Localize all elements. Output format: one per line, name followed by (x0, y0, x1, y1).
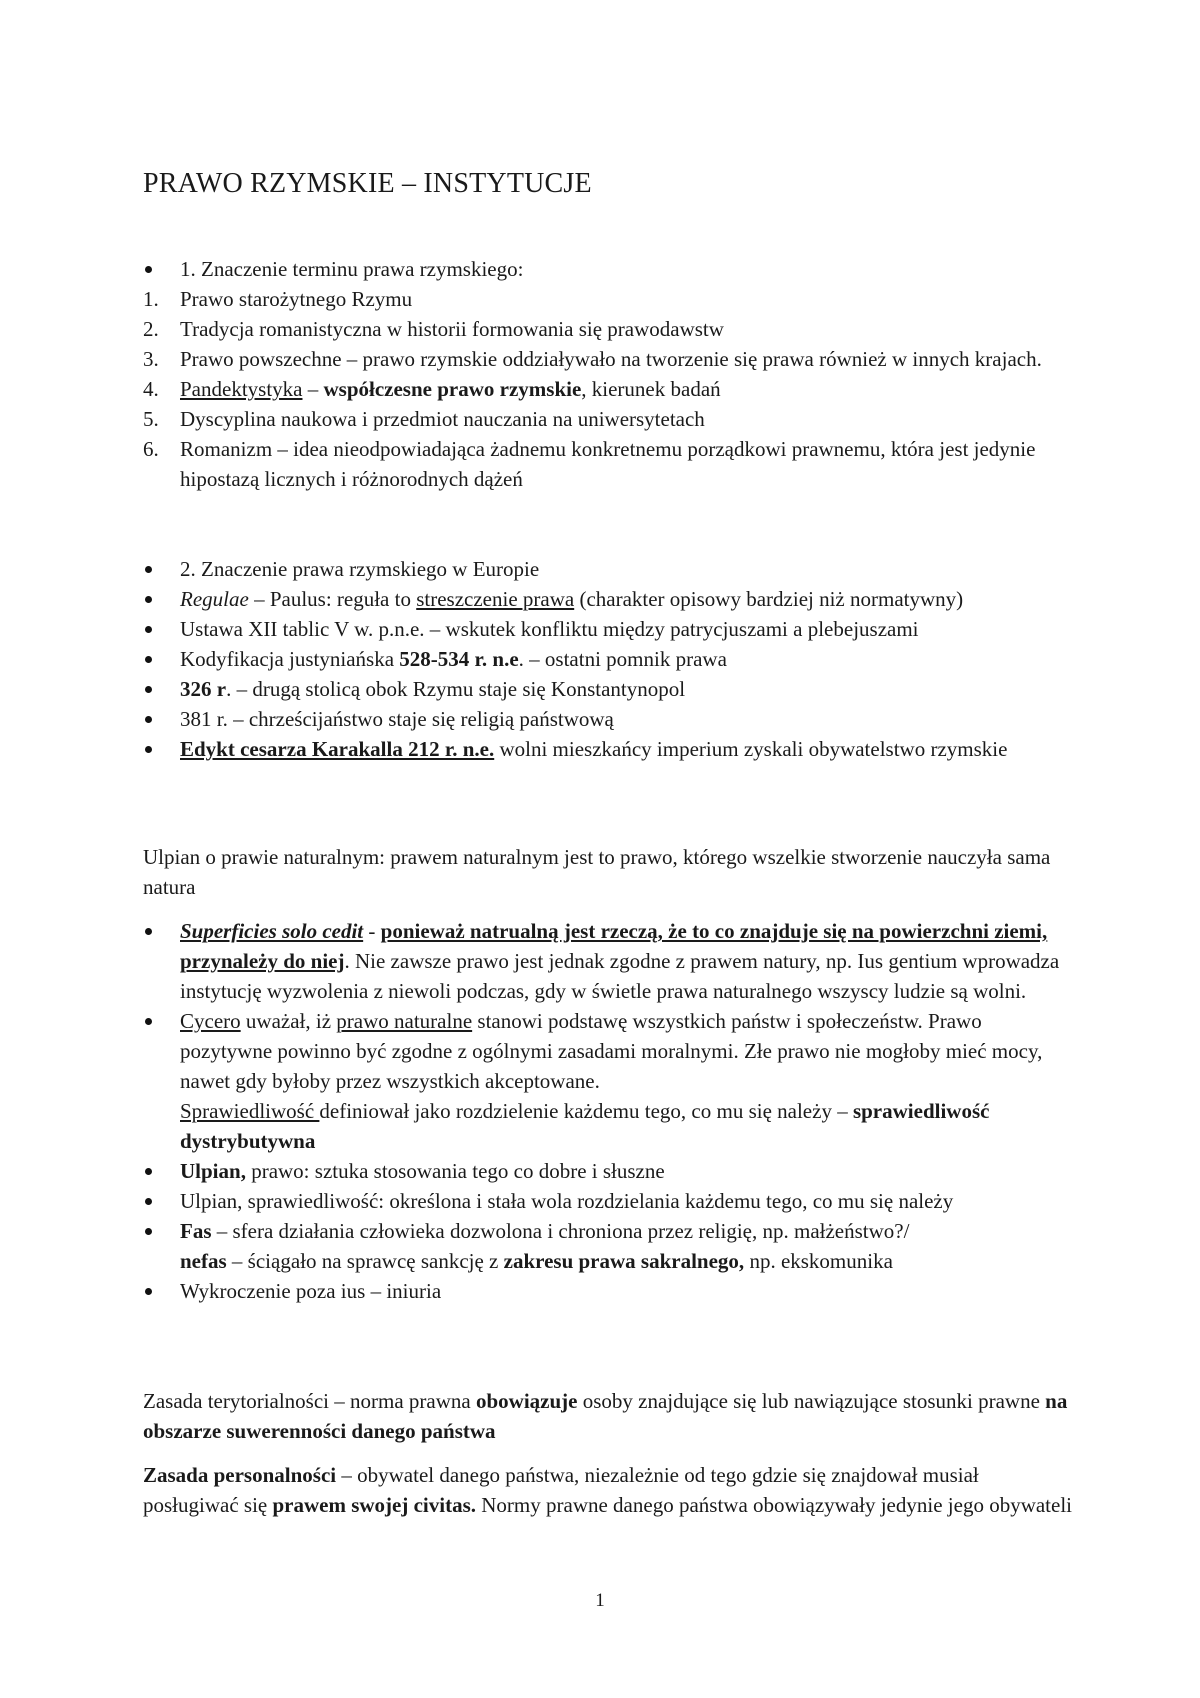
bold-text: obowiązuje (475, 1389, 578, 1413)
text-fragment: stanowi podstawę wszystkich państw i społeczeństw. Prawo pozytywne powinno być zgodne z ogólnymi zasadami moralnymi. Złe prawo nie mogłoby mieć mocy, nawet gdy byłoby przez wszystkich akceptowane. (180, 1009, 1043, 1093)
list-text (180, 584, 1078, 614)
text-fragment: definiował jako rozdzielenie każdemu tego, co mu się należy – (319, 1099, 853, 1123)
underlined-text: streszczenie prawa (416, 587, 575, 611)
text-fragment: wolni mieszkańcy imperium zyskali obywatelstwo rzymskie (494, 737, 1008, 761)
list-item (143, 1276, 1078, 1306)
list-text (180, 734, 1078, 764)
text-fragment: – Paulus: reguła to (248, 587, 417, 611)
bold-text: na obszarze suwerenności danego państwa (143, 1389, 1068, 1443)
list-item (143, 644, 1078, 674)
text-fragment: , kierunek badań (581, 377, 721, 401)
bold-underlined-text: Edykt cesarza Karakalla 212 r. n.e. (180, 737, 495, 761)
text-fragment: np. ekskomunika (744, 1249, 893, 1273)
list-item (143, 1186, 1078, 1216)
bold-text: nefas (180, 1249, 227, 1273)
bold-text: 528-534 r. n.e (399, 647, 519, 671)
list-text: Romanizm – idea nieodpowiadająca żadnemu konkretnemu porządkowi prawnemu, która jest jedynie hipostazą licznych i różnorodnych dążeń (180, 437, 1036, 491)
list-item (143, 614, 1078, 644)
list-item (143, 916, 1078, 1006)
list-text: Dyscyplina naukowa i przedmiot nauczania na uniwersytetach (180, 407, 705, 431)
bold-text: Ulpian, (180, 1159, 246, 1183)
page-title: PRAWO RZYMSKIE – INSTYTUCJE (143, 168, 592, 199)
list-text (180, 674, 1078, 704)
list-text (180, 1006, 1078, 1156)
section-3 (143, 916, 1078, 1306)
list-item (143, 284, 1078, 314)
text-fragment: Zasada terytorialności – norma prawna (143, 1389, 476, 1413)
list-text: Ustawa XII tablic V w. p.n.e. – wskutek konfliktu między patrycjuszami a plebejuszami (180, 617, 919, 641)
list-number: 3. (143, 347, 159, 371)
text-fragment: prawo: sztuka stosowania tego co dobre i słuszne (245, 1159, 665, 1183)
list-number: 1. (143, 287, 159, 311)
list-text: Tradycja romanistyczna w historii formowania się prawodawstw (180, 317, 724, 341)
bullet-icon (143, 1276, 180, 1306)
list-number: 5. (143, 407, 159, 431)
bullet-icon (143, 644, 180, 674)
text-fragment: (charakter opisowy bardziej niż normatywny) (574, 587, 964, 611)
section-heading: 2. Znaczenie prawa rzymskiego w Europie (180, 557, 540, 581)
bullet-icon (143, 584, 180, 614)
list-number: 4. (143, 377, 159, 401)
italic-text: Regulae (180, 587, 249, 611)
list-text (180, 644, 1078, 674)
underlined-text: Cycero (180, 1009, 241, 1033)
bullet-icon (143, 1156, 180, 1186)
list-text (180, 1156, 1078, 1186)
bullet-icon (143, 704, 180, 734)
list-item (143, 1216, 1078, 1276)
text-fragment: – (302, 377, 324, 401)
list-item (143, 434, 1078, 494)
list-number: 6. (143, 437, 159, 461)
text-fragment: – sfera działania człowieka dozwolona i chroniona przez religię, np. małżeństwo?/ (211, 1219, 910, 1243)
list-text: Ulpian, sprawiedliwość: określona i stała wola rozdzielania każdemu tego, co mu się należy (180, 1189, 954, 1213)
list-item (143, 254, 1078, 284)
section-heading: 1. Znaczenie terminu prawa rzymskiego: (180, 257, 524, 281)
text-fragment: . Nie zawsze prawo jest jednak zgodne z prawem natury, np. Ius gentium wprowadza instytucję wyzwolenia z niewoli podczas, gdy w świetle prawa naturalnego wszyscy ludzie są wolni. (180, 949, 1060, 1003)
bold-text: współczesne prawo rzymskie (323, 377, 582, 401)
list-item (143, 404, 1078, 434)
term-pandektystyka: Pandektystyka (180, 377, 303, 401)
list-item (143, 344, 1078, 374)
text-fragment: . – drugą stolicą obok Rzymu staje się Konstantynopol (226, 677, 686, 701)
bullet-icon (143, 1186, 180, 1216)
bullet-icon (143, 1006, 180, 1036)
list-item (143, 554, 1078, 584)
section-1 (143, 254, 1078, 494)
text-fragment: – obywatel danego państwa, niezależnie od tego gdzie się znajdował musiał posługiwać się (143, 1463, 979, 1517)
list-text (180, 374, 1078, 404)
text-fragment: – ściągało na sprawcę sankcję z (226, 1249, 504, 1273)
text-fragment: . – ostatni pomnik prawa (518, 647, 727, 671)
list-text: Prawo starożytnego Rzymu (180, 287, 413, 311)
bold-text: Fas (180, 1219, 212, 1243)
list-item (143, 674, 1078, 704)
list-item (143, 584, 1078, 614)
bullet-icon (143, 734, 180, 764)
list-text (180, 1216, 1078, 1276)
bullet-icon (143, 1216, 180, 1246)
text-fragment: - (363, 919, 381, 943)
list-item (143, 734, 1078, 764)
bold-text: prawem swojej civitas. (272, 1493, 477, 1517)
bold-underlined-text: ponieważ natrualną jest rzeczą, że to co znajduje się na powierzchni ziemi, przynależy do niej (180, 919, 1048, 973)
underlined-text: Sprawiedliwość (180, 1099, 320, 1123)
list-text: Prawo powszechne – prawo rzymskie oddziaływało na tworzenie się prawa również w innych krajach. (180, 347, 1042, 371)
section-2 (143, 554, 1078, 764)
bold-italic-underlined-text: Superficies solo cedit (180, 919, 364, 943)
bold-text: sprawiedliwość dystrybutywna (180, 1099, 990, 1153)
page-number: 1 (595, 1590, 605, 1611)
paragraph-zasada-personalnosci (143, 1460, 1078, 1520)
list-item (143, 1006, 1078, 1156)
list-item (143, 374, 1078, 404)
bold-text: 326 r (180, 677, 227, 701)
text-fragment: osoby znajdujące się lub nawiązujące stosunki prawne (577, 1389, 1046, 1413)
list-text (180, 916, 1078, 1006)
underlined-text: prawo naturalne (336, 1009, 473, 1033)
list-number: 2. (143, 317, 159, 341)
bold-text: zakresu prawa sakralnego, (503, 1249, 745, 1273)
list-item (143, 314, 1078, 344)
bullet-icon (143, 916, 180, 946)
text-fragment: Normy prawne danego państwa obowiązywały jedynie jego obywateli (476, 1493, 1073, 1517)
bullet-icon (143, 674, 180, 704)
list-text: Wykroczenie poza ius – iniuria (180, 1279, 442, 1303)
bullet-icon (143, 254, 180, 284)
list-text: 381 r. – chrześcijaństwo staje się religią państwową (180, 707, 614, 731)
bullet-icon (143, 554, 180, 584)
text-fragment: uważał, iż (240, 1009, 337, 1033)
paragraph-zasada-terytorialnosci (143, 1386, 1078, 1446)
bullet-icon (143, 614, 180, 644)
list-item (143, 1156, 1078, 1186)
text-fragment: Kodyfikacja justyniańska (180, 647, 400, 671)
list-item (143, 704, 1078, 734)
paragraph-ulpian: Ulpian o prawie naturalnym: prawem naturalnym jest to prawo, którego wszelkie stworzenie nauczyła sama natura (143, 845, 1051, 899)
bold-text: Zasada personalności (143, 1463, 337, 1487)
